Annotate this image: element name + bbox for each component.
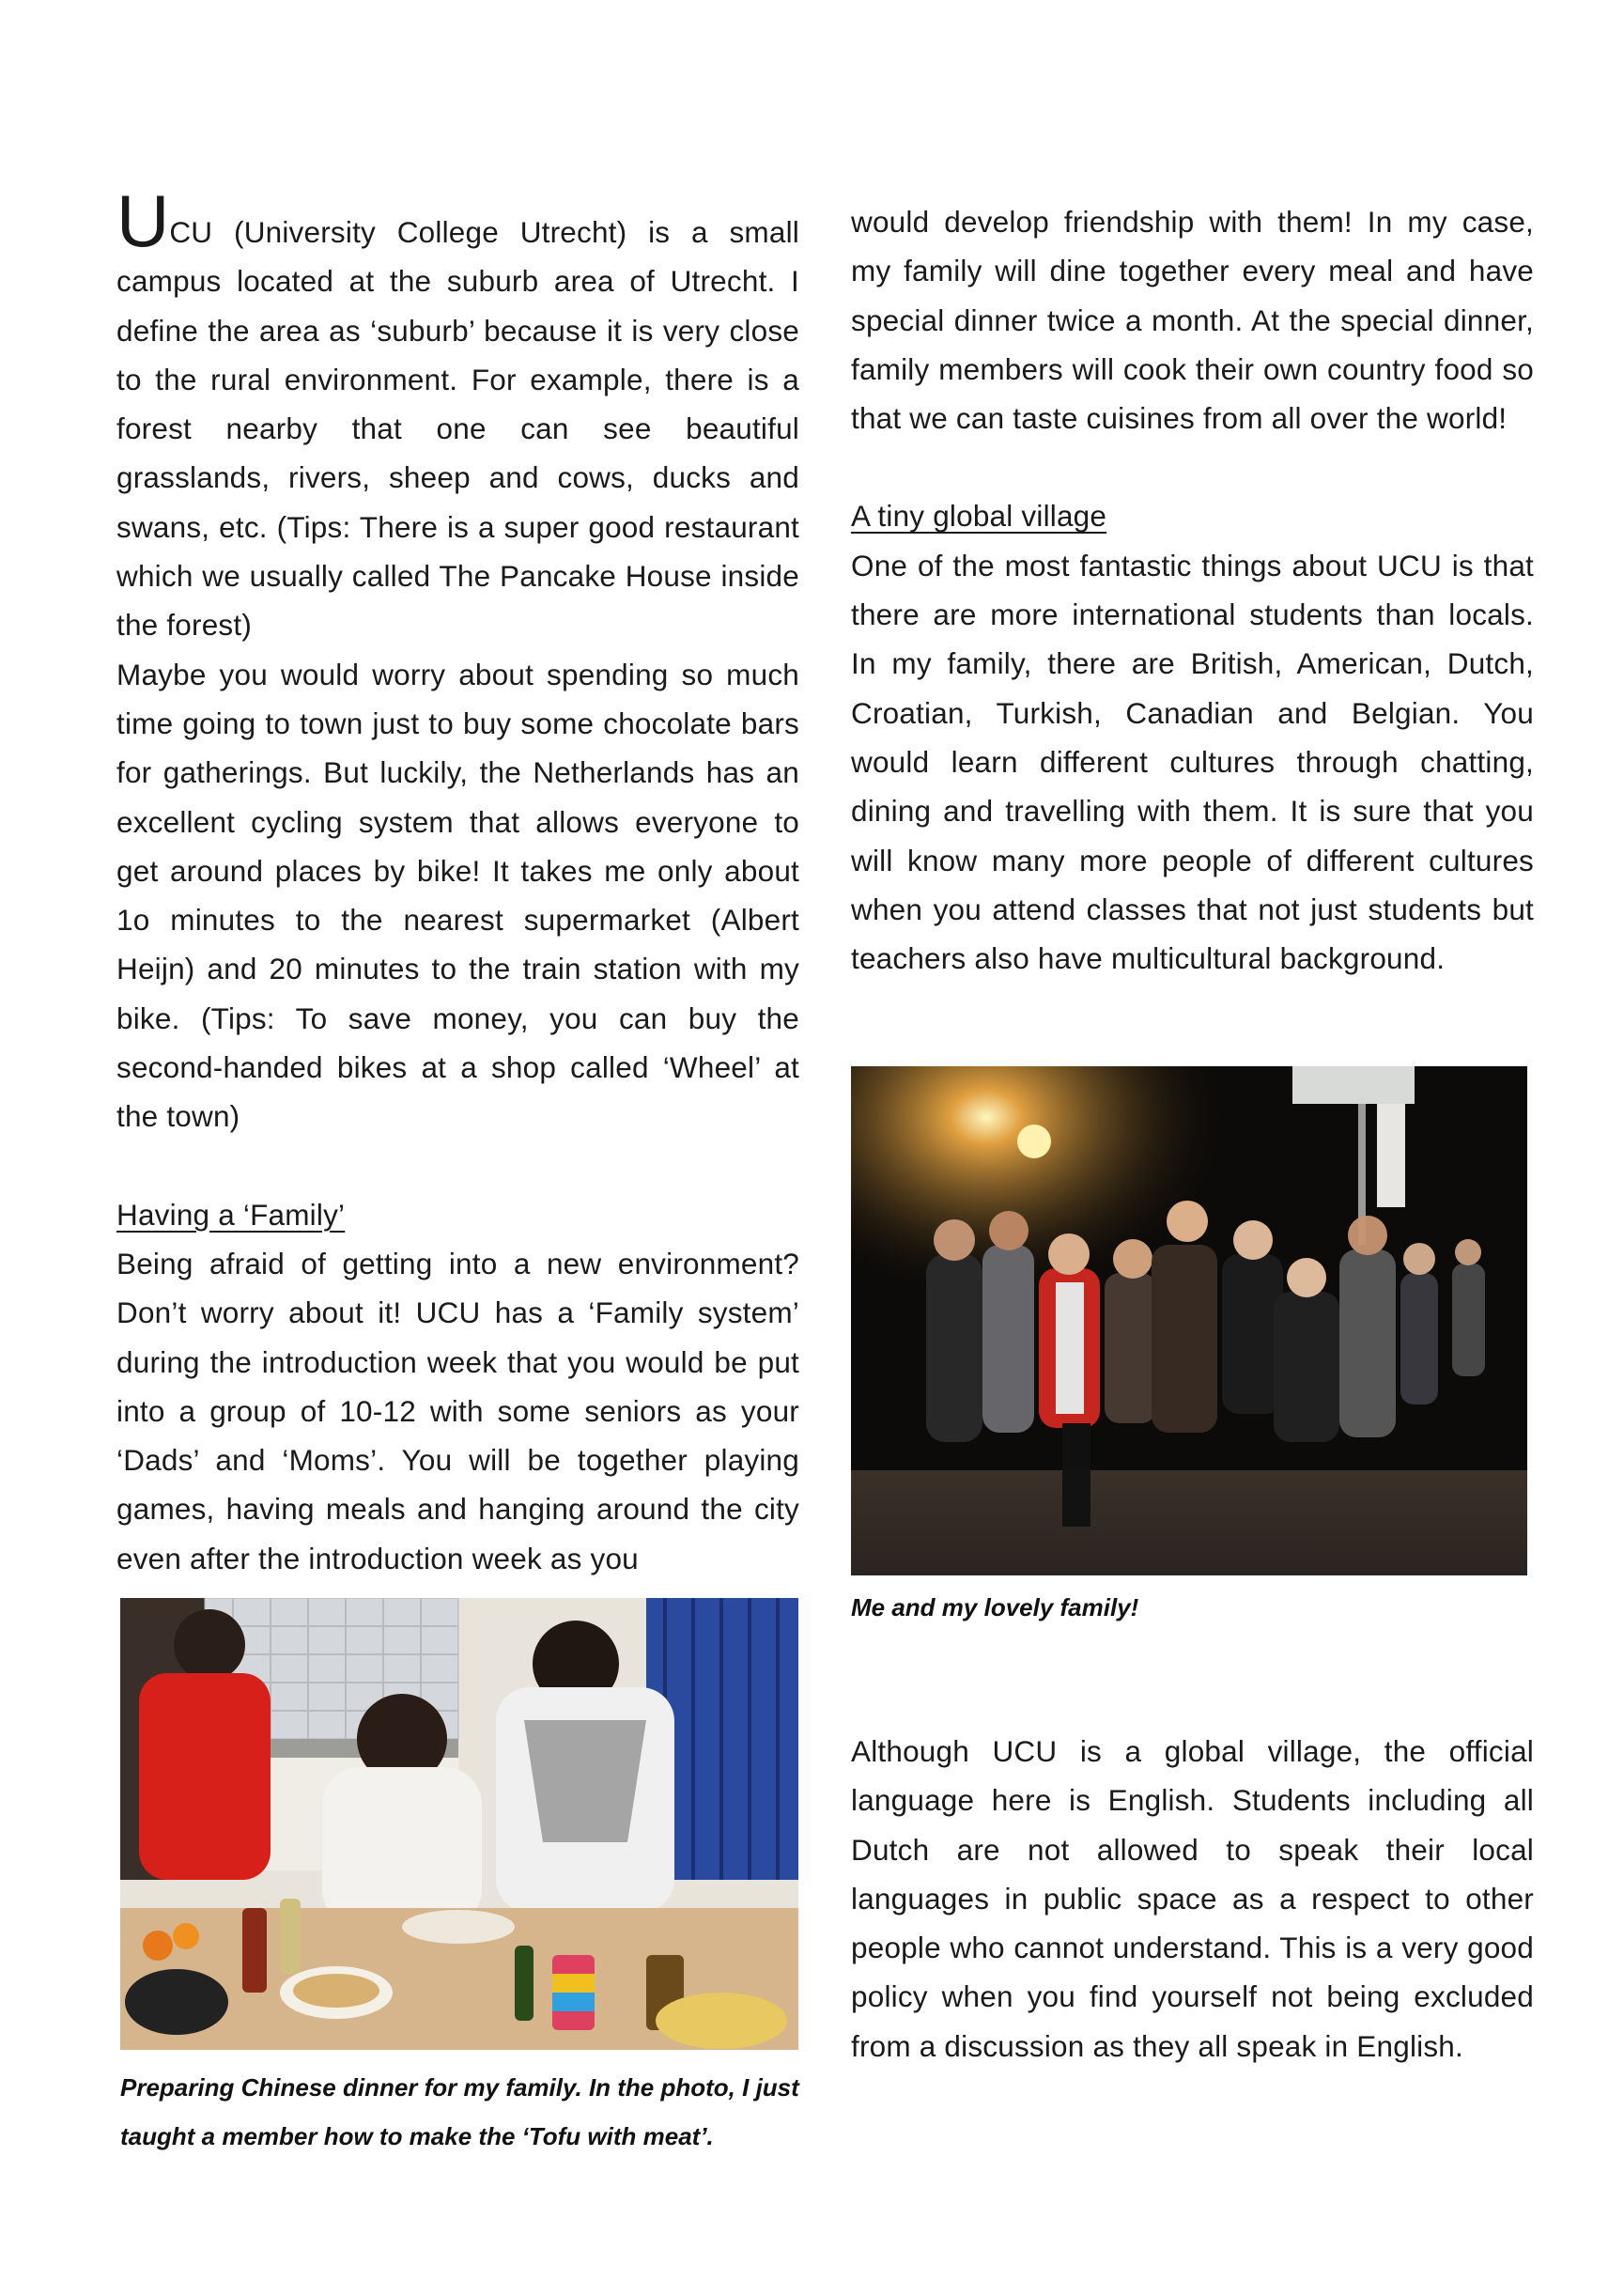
intro-text: campus located at the suburb area of Utrecht. I define the area as ‘suburb’ because it is very close to the rural environment. For example, there is a forest nearby that one can see beautiful grasslands, rivers, sheep and cows, ducks and swans, etc. (Tips: There is a super good restaurant which we usually called The Pancake House inside the forest) bbox=[116, 264, 799, 643]
cycling-paragraph: Maybe you would worry about spending so much time going to town just to buy some chocolate bars for gatherings. But luckily, the Netherlands has an excellent cycling system that allows everyone to get around places by bike! It takes me only about 1o minutes to the nearest supermarket (Albert Heijn) and 20 minutes to the train station with my bike. (Tips: To save money, you can buy the second-handed bikes at a shop called ‘Wheel’ at the town) bbox=[116, 657, 799, 1134]
cooking-caption-line-2: taught a member how to make the ‘Tofu with meat’. bbox=[120, 2122, 714, 2150]
cooking-photo bbox=[120, 1598, 798, 2050]
intro-first-line: CU (University College Utrecht) is a small bbox=[169, 215, 799, 249]
left-column bbox=[116, 179, 799, 1583]
language-paragraph: Although UCU is a global village, the official language here is English. Students including all Dutch are not allowed to speak their local languages in public space as a respect to other people who cannot understand. This is a very good policy when you find yourself not being excluded from a discussion as they all speak in English. bbox=[851, 1734, 1534, 2063]
friendship-paragraph: would develop friendship with them! In my case, my family will dine together every meal and have special dinner twice a month. At the special dinner, family members will cook their own country food so that we can taste cuisines from all over the world! bbox=[851, 205, 1534, 436]
right-column-lower bbox=[851, 1727, 1534, 2071]
family-heading: Having a ‘Family’ bbox=[116, 1197, 346, 1232]
drop-cap: U bbox=[116, 179, 170, 262]
village-paragraph: One of the most fantastic things about UCU is that there are more international students than locals. In my family, there are British, American, Dutch, Croatian, Turkish, Canadian and Belgian. You would learn different cultures through chatting, dining and travelling with them. It is sure that you will know many more people of different cultures when you attend classes that not just students but teachers also have multicultural background. bbox=[851, 548, 1534, 976]
family-group-photo bbox=[851, 1066, 1527, 1575]
village-heading: A tiny global village bbox=[851, 499, 1107, 534]
intro-paragraph bbox=[116, 179, 799, 650]
right-column bbox=[851, 197, 1534, 983]
family-photo-caption: Me and my lovely family! bbox=[851, 1593, 1139, 1621]
family-paragraph: Being afraid of getting into a new environment? Don’t worry about it! UCU has a ‘Family system’ during the introduction week that you would be put into a group of 10-12 with some seniors as your ‘Dads’ and ‘Moms’. You will be together playing games, having meals and hanging around the city even after the introduction week as you bbox=[116, 1246, 799, 1575]
cooking-caption-line-1: Preparing Chinese dinner for my family. In the photo, I just bbox=[120, 2073, 799, 2102]
